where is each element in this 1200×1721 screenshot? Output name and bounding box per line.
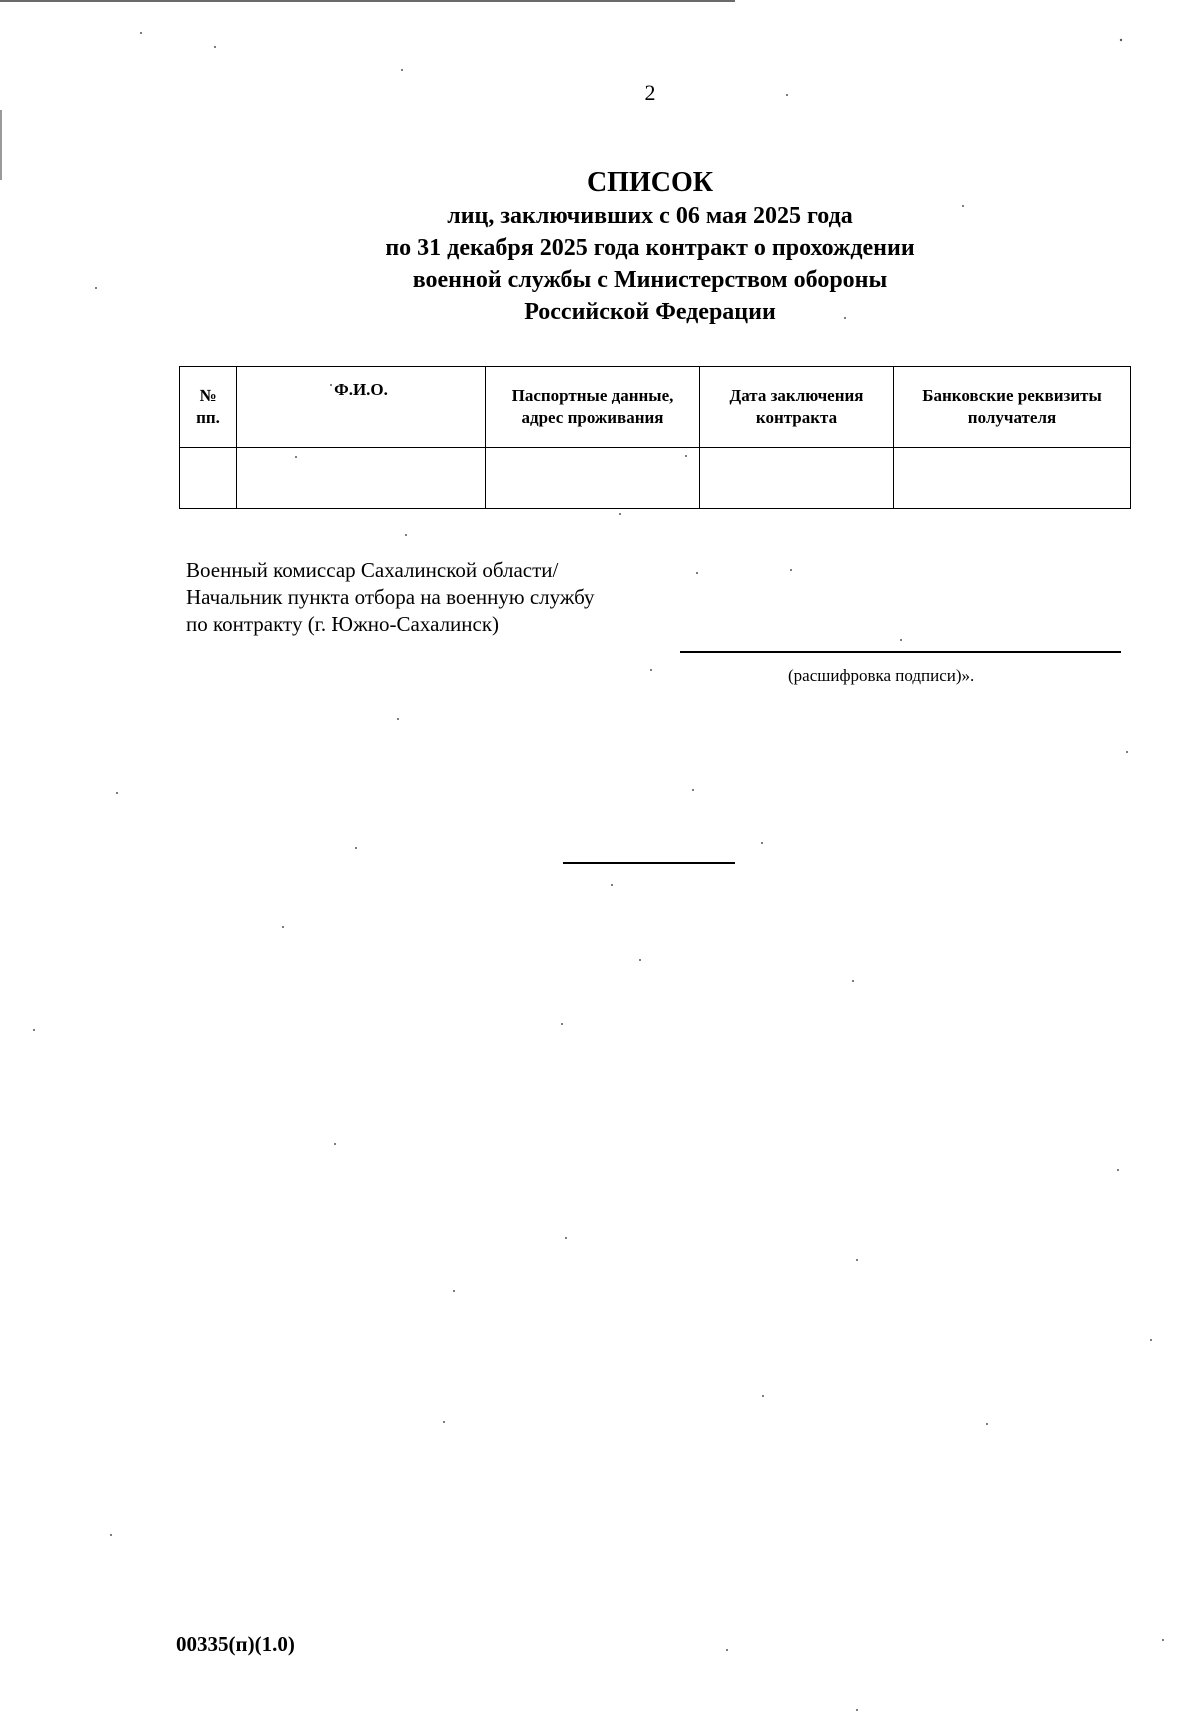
header-bank-line2: получателя <box>967 408 1057 427</box>
title-line-4: Российской Федерации <box>524 299 776 325</box>
header-fio: Ф.И.О. <box>237 367 486 448</box>
header-number-symbol: № <box>199 386 217 405</box>
header-passport-line2: адрес проживания <box>521 408 664 427</box>
signature-caption: (расшифровка подписи)». <box>788 666 975 685</box>
document-title: СПИСОК <box>586 167 714 198</box>
title-line-3: военной службы с Министерством обороны <box>412 267 888 293</box>
page-number: 2 <box>644 80 656 105</box>
title-line-2: по 31 декабря 2025 года контракт о прохождении <box>385 235 915 261</box>
header-date-line1: Дата заключения <box>729 386 864 405</box>
header-passport-line1: Паспортные данные, <box>511 386 674 405</box>
title-line-1: лиц, заключивших с 06 мая 2025 года <box>447 203 853 229</box>
signer-line-3: по контракту (г. Южно-Сахалинск) <box>186 612 500 636</box>
document-code: 00335(п)(1.0) <box>176 1632 295 1656</box>
signer-line-2: Начальник пункта отбора на военную службу <box>186 585 595 609</box>
header-bank-line1: Банковские реквизиты <box>922 386 1102 405</box>
signer-line-1: Военный комиссар Сахалинской области/ <box>186 558 559 582</box>
header-number-abbr: пп. <box>196 408 220 427</box>
header-date-line2: контракта <box>755 408 838 427</box>
